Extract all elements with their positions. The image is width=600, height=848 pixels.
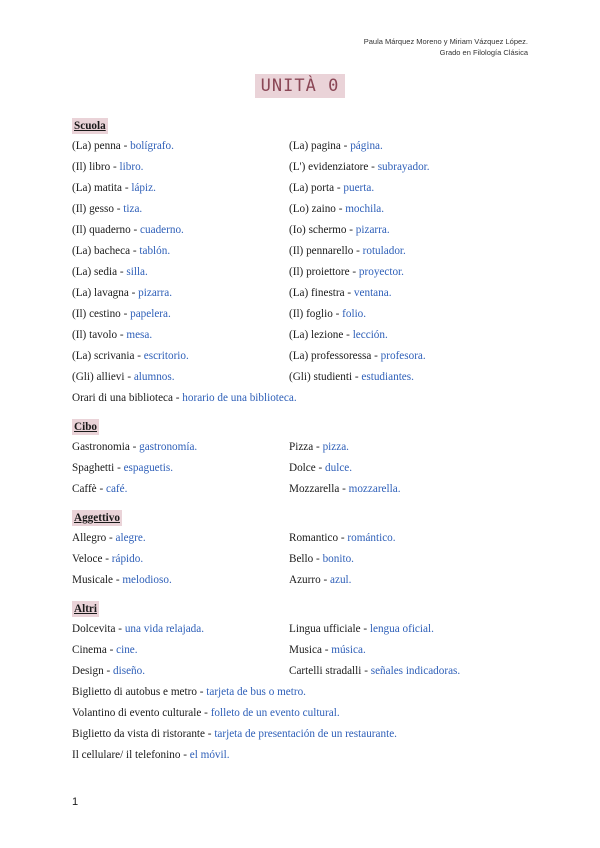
italian-term: Design	[72, 665, 104, 677]
vocab-row	[72, 304, 528, 325]
separator: -	[172, 392, 183, 404]
vocab-entry	[72, 262, 289, 283]
spanish-translation: bolígrafo.	[130, 140, 174, 152]
vocab-entry-full	[72, 388, 528, 409]
section-scuola	[72, 118, 528, 409]
separator: -	[196, 686, 207, 698]
spanish-translation: espaguetis.	[123, 462, 173, 474]
spanish-translation: melodioso.	[122, 574, 172, 586]
spanish-translation: horario de una biblioteca.	[182, 392, 297, 404]
vocab-entry	[72, 528, 289, 549]
separator: -	[130, 224, 141, 236]
vocab-entry	[289, 283, 506, 304]
separator: -	[180, 749, 190, 761]
italian-term: Mozzarella	[289, 483, 340, 495]
vocab-entry	[72, 220, 289, 241]
vocab-row	[72, 458, 528, 479]
vocab-row	[72, 199, 528, 220]
vocab-entry	[72, 367, 289, 388]
separator: -	[339, 483, 349, 495]
vocab-entry	[289, 458, 506, 479]
italian-term: (Io) schermo	[289, 224, 347, 236]
italian-term: Gastronomia	[72, 441, 130, 453]
spanish-translation: cine.	[116, 644, 138, 656]
separator: -	[340, 140, 351, 152]
spanish-translation: subrayador.	[377, 161, 430, 173]
vocab-row	[72, 661, 528, 682]
spanish-translation: lección.	[352, 329, 388, 341]
separator: -	[371, 350, 381, 362]
italian-term: Il cellulare/ il telefonino	[72, 749, 181, 761]
italian-term: (Il) gesso	[72, 203, 114, 215]
spanish-translation: bonito.	[322, 553, 354, 565]
italian-term: (La) lavagna	[72, 287, 129, 299]
separator: -	[315, 462, 326, 474]
vocab-entry	[289, 640, 506, 661]
spanish-translation: tarjeta de presentación de un restaurante.	[214, 728, 397, 740]
italian-term: (Gli) studienti	[289, 371, 353, 383]
spanish-translation: lápiz.	[131, 182, 156, 194]
spanish-translation: mesa.	[126, 329, 153, 341]
italian-term: (La) scrivania	[72, 350, 135, 362]
separator: -	[346, 224, 356, 236]
vocab-entry	[72, 136, 289, 157]
separator: -	[130, 245, 140, 257]
separator: -	[201, 707, 211, 719]
spanish-translation: papelera.	[130, 308, 171, 320]
vocab-entry	[289, 661, 506, 682]
vocab-row	[72, 367, 528, 388]
separator: -	[344, 287, 354, 299]
spanish-translation: escritorio.	[143, 350, 189, 362]
section-aggettivo	[72, 510, 528, 591]
separator: -	[361, 665, 371, 677]
vocab-row	[72, 570, 528, 591]
vocab-entry	[289, 136, 506, 157]
italian-term: Romantico	[289, 532, 339, 544]
italian-term: (Gli) allievi	[72, 371, 125, 383]
vocab-row	[72, 241, 528, 262]
separator: -	[115, 623, 125, 635]
italian-term: Spaghetti	[72, 462, 115, 474]
separator: -	[102, 553, 112, 565]
spanish-translation: rápido.	[111, 553, 144, 565]
vocab-row	[72, 178, 528, 199]
italian-term: (La) professoressa	[289, 350, 372, 362]
italian-term: (Il) libro	[72, 161, 111, 173]
vocab-entry	[72, 549, 289, 570]
italian-term: Bello	[289, 553, 314, 565]
section-title: Cibo	[74, 421, 98, 433]
page-header	[364, 36, 528, 58]
vocab-row	[72, 346, 528, 367]
vocab-row	[72, 157, 528, 178]
italian-term: (L') evidenziatore	[289, 161, 369, 173]
section-altri	[72, 601, 528, 766]
vocab-entry	[289, 220, 506, 241]
vocab-row	[72, 220, 528, 241]
vocab-entry	[289, 437, 506, 458]
italian-term: (Il) tavolo	[72, 329, 118, 341]
spanish-translation: estudiantes.	[361, 371, 414, 383]
spanish-translation: señales indicadoras.	[370, 665, 461, 677]
separator: -	[106, 644, 117, 656]
italian-term: Musicale	[72, 574, 114, 586]
spanish-translation: silla.	[126, 266, 148, 278]
italian-term: Volantino di evento culturale	[72, 707, 202, 719]
italian-term: Cartelli stradalli	[289, 665, 362, 677]
spanish-translation: tarjeta de bus o metro.	[206, 686, 306, 698]
vocab-row	[72, 437, 528, 458]
italian-term: Biglietto di autobus e metro	[72, 686, 197, 698]
vocab-entry	[72, 178, 289, 199]
page-number: 1	[72, 796, 79, 808]
vocabulary-content	[72, 118, 528, 776]
vocab-row	[72, 325, 528, 346]
spanish-translation: diseño.	[113, 665, 146, 677]
spanish-translation: libro.	[119, 161, 144, 173]
vocab-entry	[289, 157, 506, 178]
vocab-entry	[72, 325, 289, 346]
vocab-row	[72, 640, 528, 661]
spanish-translation: pizarra.	[138, 287, 173, 299]
separator: -	[332, 308, 343, 320]
vocab-entry	[289, 367, 506, 388]
vocab-entry	[72, 458, 289, 479]
separator: -	[120, 308, 131, 320]
italian-term: (Il) quaderno	[72, 224, 131, 236]
separator: -	[313, 553, 323, 565]
authors: Paula Márquez Moreno y Miriam Vázquez López.	[363, 37, 528, 46]
spanish-translation: una vida relajada.	[124, 623, 205, 635]
spanish-translation: gastronomía.	[139, 441, 198, 453]
vocab-row	[72, 479, 528, 500]
separator: -	[122, 182, 132, 194]
separator: -	[117, 266, 127, 278]
italian-term: Dolce	[289, 462, 316, 474]
separator: -	[368, 161, 378, 173]
vocab-entry	[72, 437, 289, 458]
spanish-translation: folio.	[342, 308, 367, 320]
spanish-translation: rotulador.	[362, 245, 406, 257]
italian-term: Dolcevita	[72, 623, 116, 635]
vocab-entry-full	[72, 724, 528, 745]
spanish-translation: dulce.	[325, 462, 353, 474]
spanish-translation: café.	[105, 483, 128, 495]
separator: -	[353, 245, 363, 257]
vocab-entry	[72, 640, 289, 661]
vocab-entry	[72, 346, 289, 367]
italian-term: (Lo) zaino	[289, 203, 336, 215]
italian-term: Lingua ufficiale	[289, 623, 361, 635]
italian-term: Caffè	[72, 483, 97, 495]
vocab-entry	[72, 479, 289, 500]
italian-term: (Il) foglio	[289, 308, 333, 320]
italian-term: Orari di una biblioteca	[72, 392, 173, 404]
separator: -	[335, 203, 346, 215]
separator: -	[120, 140, 131, 152]
vocab-entry	[289, 619, 506, 640]
separator: -	[360, 623, 370, 635]
spanish-translation: azul.	[330, 574, 352, 586]
degree: Grado en Filología Clásica	[439, 48, 528, 57]
spanish-translation: romántico.	[347, 532, 396, 544]
vocab-entry	[72, 304, 289, 325]
vocab-entry	[289, 325, 506, 346]
separator: -	[103, 665, 114, 677]
spanish-translation: folleto de un evento cultural.	[210, 707, 340, 719]
vocab-entry-full	[72, 682, 528, 703]
separator: -	[320, 574, 331, 586]
separator: -	[343, 329, 353, 341]
separator: -	[110, 161, 120, 173]
vocab-entry	[72, 157, 289, 178]
vocab-entry	[289, 304, 506, 325]
separator: -	[114, 462, 124, 474]
spanish-translation: cuaderno.	[140, 224, 184, 236]
italian-term: Allegro	[72, 532, 107, 544]
vocab-entry	[72, 199, 289, 220]
vocab-entry-full	[72, 703, 528, 724]
section-title: Altri	[74, 603, 97, 615]
spanish-translation: mochila.	[345, 203, 385, 215]
spanish-translation: tablón.	[139, 245, 171, 257]
vocab-row	[72, 136, 528, 157]
vocab-entry	[72, 661, 289, 682]
spanish-translation: tiza.	[123, 203, 143, 215]
vocab-entry	[289, 479, 506, 500]
spanish-translation: alegre.	[115, 532, 146, 544]
separator: -	[352, 371, 362, 383]
italian-term: (La) pagina	[289, 140, 341, 152]
separator: -	[128, 287, 139, 299]
section-cibo	[72, 419, 528, 500]
spanish-translation: puerta.	[343, 182, 375, 194]
italian-term: (La) sedia	[72, 266, 118, 278]
spanish-translation: alumnos.	[133, 371, 175, 383]
separator: -	[134, 350, 144, 362]
separator: -	[96, 483, 106, 495]
title-wrap	[0, 74, 600, 98]
vocab-entry	[289, 570, 506, 591]
italian-term: Musica	[289, 644, 322, 656]
italian-term: Biglietto da vista di ristorante -	[72, 728, 215, 740]
spanish-translation: mozzarella.	[348, 483, 401, 495]
vocab-entry	[289, 346, 506, 367]
separator: -	[334, 182, 344, 194]
spanish-translation: lengua oficial.	[369, 623, 434, 635]
italian-term: (La) bacheca	[72, 245, 131, 257]
separator: -	[113, 574, 123, 586]
spanish-translation: pizza.	[322, 441, 349, 453]
italian-term: (La) lezione	[289, 329, 344, 341]
separator: -	[117, 329, 127, 341]
separator: -	[106, 532, 116, 544]
italian-term: (La) porta	[289, 182, 335, 194]
spanish-translation: ventana.	[353, 287, 392, 299]
vocab-row	[72, 262, 528, 283]
vocab-row	[72, 619, 528, 640]
spanish-translation: música.	[331, 644, 366, 656]
italian-term: (La) matita	[72, 182, 123, 194]
italian-term: (Il) cestino	[72, 308, 121, 320]
separator: -	[338, 532, 348, 544]
separator: -	[321, 644, 332, 656]
italian-term: (La) finestra	[289, 287, 345, 299]
section-title: Aggettivo	[74, 512, 120, 524]
spanish-translation: el móvil.	[189, 749, 230, 761]
separator: -	[124, 371, 134, 383]
spanish-translation: proyector.	[358, 266, 404, 278]
separator: -	[349, 266, 359, 278]
vocab-entry	[289, 241, 506, 262]
page-title: UNITÀ 0	[255, 74, 346, 98]
separator: -	[113, 203, 124, 215]
vocab-entry	[289, 262, 506, 283]
vocab-entry	[289, 528, 506, 549]
vocab-entry	[72, 283, 289, 304]
vocab-entry	[72, 241, 289, 262]
vocab-entry-full	[72, 745, 528, 766]
vocab-row	[72, 549, 528, 570]
italian-term: (La) penna	[72, 140, 121, 152]
italian-term: Azurro	[289, 574, 321, 586]
vocab-entry	[289, 178, 506, 199]
italian-term: Veloce	[72, 553, 103, 565]
vocab-row	[72, 528, 528, 549]
vocab-entry	[72, 619, 289, 640]
vocab-entry	[289, 199, 506, 220]
vocab-entry	[289, 549, 506, 570]
spanish-translation: página.	[350, 140, 383, 152]
separator: -	[313, 441, 323, 453]
italian-term: (Il) pennarello	[289, 245, 354, 257]
vocab-entry	[72, 570, 289, 591]
vocab-row	[72, 283, 528, 304]
section-title: Scuola	[74, 120, 106, 132]
italian-term: Pizza	[289, 441, 314, 453]
separator: -	[129, 441, 140, 453]
italian-term: Cinema	[72, 644, 107, 656]
spanish-translation: profesora.	[380, 350, 426, 362]
spanish-translation: pizarra.	[355, 224, 390, 236]
italian-term: (Il) proiettore	[289, 266, 350, 278]
